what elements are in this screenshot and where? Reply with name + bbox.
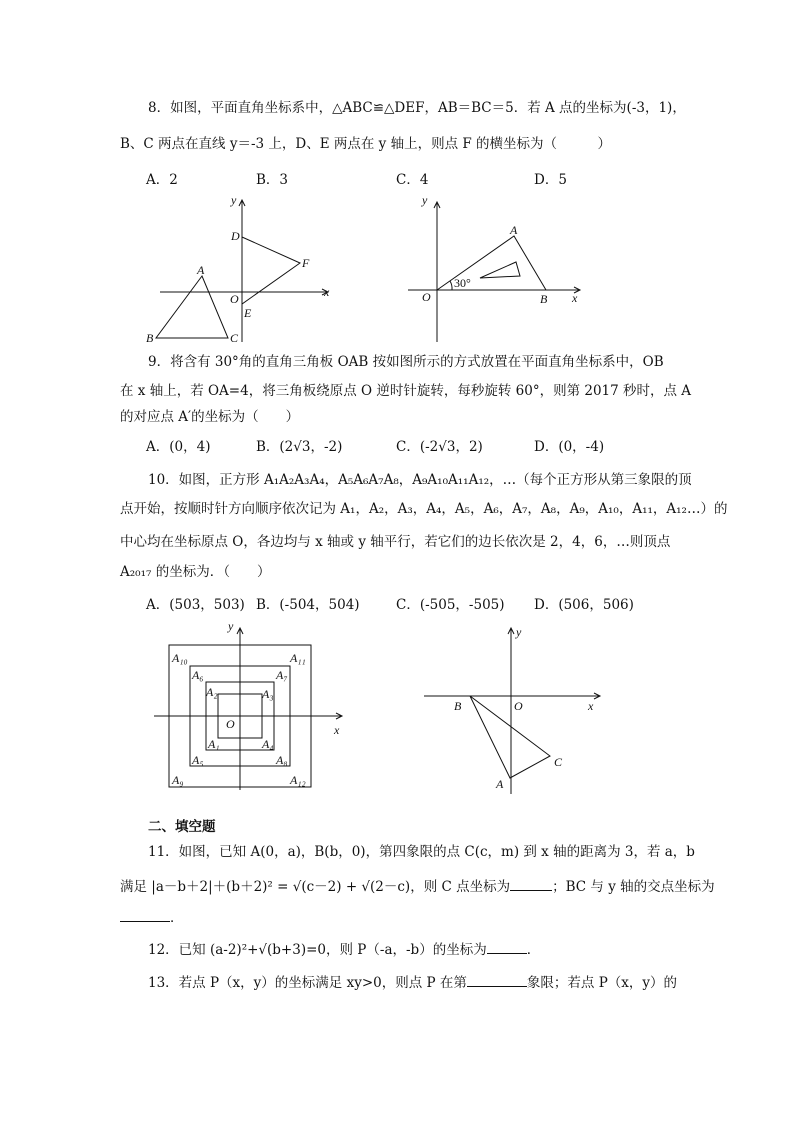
q11-figure xyxy=(420,622,610,797)
q11-line3 xyxy=(120,907,184,928)
q8-label-o: O xyxy=(230,292,239,306)
q10-label-a10: A₁₀ xyxy=(172,651,188,665)
angle-arc xyxy=(450,281,452,290)
section-title: 二、填空题 xyxy=(148,819,216,835)
q9-option-d: D．(0，-4) xyxy=(534,439,605,455)
triangle-abc xyxy=(156,276,228,338)
q10-option-d: D．(506，506) xyxy=(534,597,634,613)
q11-label-o: O xyxy=(514,699,523,713)
q9-option-b: B．(2√3，-2) xyxy=(256,439,343,455)
q13-line xyxy=(148,972,677,993)
q11-label-x: x xyxy=(588,699,594,713)
q9-figure xyxy=(400,190,590,350)
q10-figure xyxy=(148,622,348,792)
q10-label-a11: A₁₁ xyxy=(290,651,306,665)
q10-option-c: C．(-505，-505) xyxy=(396,597,505,613)
q9-line1: 9．将含有 30°角的直角三角板 OAB 按如图所示的方式放置在平面直角坐标系中，OB xyxy=(148,354,664,370)
q10-line2: 点开始，按顺时针方向顺序依次记为 A₁，A₂，A₃，A₄，A₅，A₆，A₇，A₈，A₉，A₁₀，A₁₁，A₁₂…）的 xyxy=(120,501,728,517)
q12-end: ． xyxy=(526,942,541,958)
q9-label-y: y xyxy=(422,193,428,207)
q8-label-b: B xyxy=(146,331,154,345)
q8-label-y: y xyxy=(231,193,237,207)
q10-label-a5: A₅ xyxy=(192,753,204,767)
q10-label-a9: A₉ xyxy=(172,773,184,787)
q8-label-c: C xyxy=(230,331,239,345)
q10-label-a12: A₁₂ xyxy=(290,773,306,787)
q8-figure xyxy=(140,190,340,350)
q11-label-c: C xyxy=(554,755,563,769)
q9-option-c: C．(-2√3，2) xyxy=(396,439,483,455)
q10-label-a4: A₄ xyxy=(262,737,274,751)
triangle-def xyxy=(242,237,300,304)
q11-line1: 11．如图，已知 A(0，a)，B(b，0)，第四象限的点 C(c，m) 到 x 轴的距离为 3，若 a，b xyxy=(148,844,695,860)
q12-blank[interactable] xyxy=(487,939,527,954)
q10-option-a: A．(503，503) xyxy=(146,597,245,613)
q9-option-a: A．(0，4) xyxy=(146,439,211,455)
q8-label-f: F xyxy=(302,256,310,270)
q11-label-b: B xyxy=(454,699,462,713)
q11-label-y: y xyxy=(516,625,522,639)
inner-triangle xyxy=(480,262,520,278)
q10-label-o: O xyxy=(226,717,235,731)
q9-label-b: B xyxy=(540,292,548,306)
q11-blank-c[interactable] xyxy=(510,876,552,891)
q10-label-a8: A₈ xyxy=(276,753,288,767)
q11-label-a: A xyxy=(496,777,504,791)
q11-line2 xyxy=(120,876,715,897)
q12-line xyxy=(148,939,540,960)
q11-line2-part-a: 满足 |a－b＋2|＋(b＋2)² = √(c－2) + √(2－c)，则 C 点坐标为 xyxy=(120,879,511,895)
q10-label-a2: A₂ xyxy=(206,685,218,699)
q11-line3-end: ． xyxy=(170,910,184,926)
q10-line3: 中心均在坐标原点 O，各边均与 x 轴或 y 轴平行，若它们的边长依次是 2，4，6，…则顶点 xyxy=(120,534,671,550)
triangle-abc xyxy=(470,696,550,778)
q13-text-a: 13．若点 P（x，y）的坐标满足 xy>0，则点 P 在第 xyxy=(148,975,467,991)
q8-line2: B、C 两点在直线 y＝-3 上，D、E 两点在 y 轴上，则点 F 的横坐标为（ ） xyxy=(120,136,612,152)
q8-option-d: D．5 xyxy=(534,172,567,188)
q9-label-x: x xyxy=(572,291,578,305)
q10-option-b: B．(-504，504) xyxy=(256,597,360,613)
q9-label-o: O xyxy=(422,290,431,304)
q9-label-30deg: 30° xyxy=(454,276,471,290)
q10-label-x: x xyxy=(334,723,340,737)
q8-label-e: E xyxy=(244,306,252,320)
q10-label-a7: A₇ xyxy=(276,668,288,682)
q13-blank[interactable] xyxy=(467,972,527,987)
q9-line3: 的对应点 A′的坐标为（ ） xyxy=(120,409,300,425)
q8-line1: 8．如图，平面直角坐标系中，△ABC≌△DEF，AB＝BC＝5．若 A 点的坐标为(-3，1)， xyxy=(148,100,686,116)
q10-label-a6: A₆ xyxy=(192,668,204,682)
q8-option-b: B．3 xyxy=(256,172,289,188)
q10-line1: 10．如图，正方形 A₁A₂A₃A₄，A₅A₆A₇A₈，A₉A₁₀A₁₁A₁₂，…（每个正方形从第三象限的顶 xyxy=(148,472,692,488)
q10-label-y: y xyxy=(228,622,234,633)
q8-label-x: x xyxy=(324,285,330,299)
q8-option-c: C．4 xyxy=(396,172,429,188)
q8-label-a: A xyxy=(197,263,205,277)
q8-option-a: A．2 xyxy=(146,172,178,188)
q8-label-d: D xyxy=(231,229,240,243)
q10-label-a3: A₃ xyxy=(262,687,274,701)
q10-label-a1: A₁ xyxy=(208,737,220,751)
q13-text-b: 象限；若点 P（x，y）的 xyxy=(526,975,678,991)
q10-line4: A₂₀₁₇ 的坐标为．（ ） xyxy=(120,564,271,580)
q12-text: 12．已知 (a-2)²+√(b+3)=0，则 P（-a，-b）的坐标为 xyxy=(148,942,487,958)
q9-line2: 在 x 轴上，若 OA=4，将三角板绕原点 O 逆时针旋转，每秒旋转 60°，则第 2017 秒时，点 A xyxy=(120,383,692,399)
q11-blank-intersection[interactable] xyxy=(120,907,170,922)
q11-line2-part-b: ；BC 与 y 轴的交点坐标为 xyxy=(552,879,715,895)
q9-label-a: A xyxy=(510,223,518,237)
